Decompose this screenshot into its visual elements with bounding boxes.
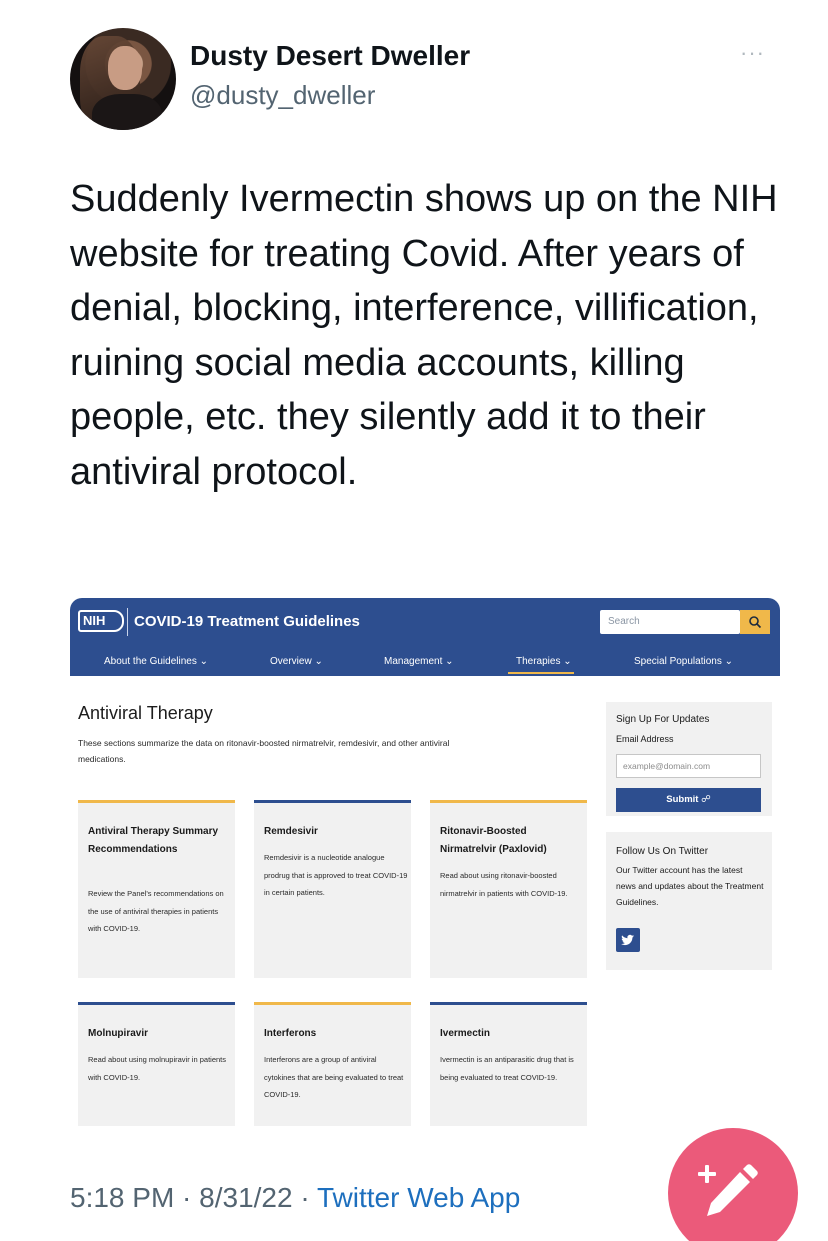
source-app-link[interactable]: Twitter Web App [316,1182,521,1213]
follow-text: Our Twitter account has the latest news and updates about the Treatment Guidelines. [616,865,764,907]
active-nav-indicator [508,672,574,674]
follow-panel [606,832,772,970]
nav-about: About the Guidelines ⌄ [104,656,208,667]
page-title: Antiviral Therapy [78,703,213,723]
tweet-timestamp [70,1182,520,1214]
timestamp-text: 5:18 PM · 8/31/22 · [70,1182,317,1213]
email-field: example@domain.com [616,754,761,778]
nav-special-populations: Special Populations ⌄ [634,656,733,667]
nav-therapies: Therapies ⌄ [516,656,572,667]
card-text: Review the Panel's recommendations on the use of antiviral therapies in patients with COVID-19. [88,889,224,933]
card-title: Interferons [264,1028,317,1039]
card-title: Molnupiravir [88,1028,149,1039]
tweet-text: Suddenly Ivermectin shows up on the NIH website for treating Covid. After years of denial, blocking, interference, villification, ruining social media accounts, killing people, etc. they silently add it to their antiviral protocol. [70,178,778,493]
compose-icon [668,1128,798,1241]
card-interferons [254,1002,411,1126]
avatar[interactable] [70,28,176,130]
card-title: Remdesivir [264,826,318,837]
nih-header [70,598,780,676]
search-icon [740,610,770,634]
more-options-icon[interactable]: ··· [740,40,765,65]
card-text: Interferons are a group of antiviral cytokines that are being evaluated to treat COVID-19. [264,1055,404,1099]
nih-logo: NIH [78,610,124,632]
nav-management: Management ⌄ [384,656,454,667]
nav-overview: Overview ⌄ [270,656,323,667]
card-title: Ritonavir-Boosted Nirmatrelvir (Paxlovid) [440,826,547,855]
compose-tweet-button[interactable] [668,1128,798,1241]
card-text: Remdesivir is a nucleotide analogue prodrug that is approved to treat COVID-19 in certain patients. [264,853,408,897]
email-label: Email Address [616,734,674,744]
display-name[interactable]: Dusty Desert Dweller [190,40,471,71]
card-text: Read about using ritonavir-boosted nirmatrelvir in patients with COVID-19. [440,871,568,898]
card-paxlovid [430,800,587,978]
card-molnupiravir [78,1002,235,1126]
card-text: Ivermectin is an antiparasitic drug that is being evaluated to treat COVID-19. [440,1055,574,1082]
handle[interactable]: @dusty_dweller [190,80,376,110]
card-ivermectin [430,1002,587,1126]
card-antiviral-summary [78,800,235,978]
header-divider [127,608,128,636]
card-title: Antiviral Therapy Summary Recommendations [88,826,219,855]
page-description: These sections summarize the data on ritonavir-boosted nirmatrelvir, remdesivir, and other antiviral medications. [78,738,450,764]
signup-heading: Sign Up For Updates [616,714,710,725]
card-remdesivir [254,800,411,978]
attached-image[interactable] [70,598,780,1133]
submit-button: Submit ☍ [616,788,761,812]
card-text: Read about using molnupiravir in patients with COVID-19. [88,1055,226,1082]
signup-panel [606,702,772,816]
site-title: COVID-19 Treatment Guidelines [134,613,360,630]
search-input: Search [600,610,740,634]
follow-heading: Follow Us On Twitter [616,846,709,857]
twitter-bird-icon [616,928,640,952]
card-title: Ivermectin [440,1028,491,1039]
